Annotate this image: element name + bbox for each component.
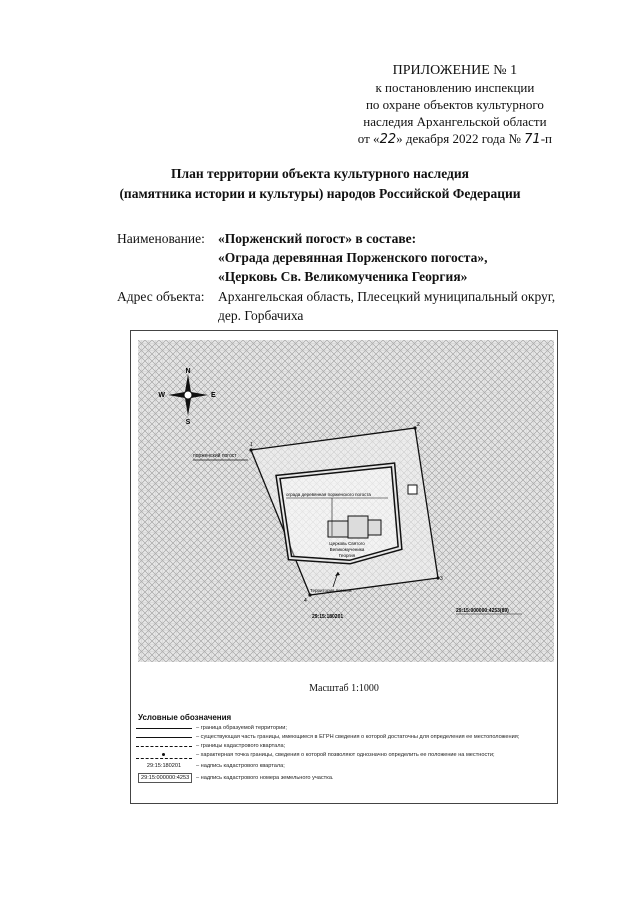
name-line: «Порженский погост» в составе: — [218, 231, 417, 246]
label-pogost: порженский погост — [193, 453, 237, 459]
marker-square — [408, 485, 417, 494]
appendix-line: по охране объектов культурного — [365, 97, 544, 112]
svg-text:Церковь Святого: Церковь Святого — [329, 541, 365, 546]
compass-s: S — [185, 419, 191, 426]
label-fence: ограда деревянная порженского погоста — [286, 492, 371, 497]
handwritten-number: 71 — [524, 132, 541, 147]
address-line: Архангельская область, Плесецкий муниципальный округ, — [218, 289, 556, 304]
point-label: 1 — [250, 442, 253, 448]
label-quarter: 29:15:180201 — [312, 614, 344, 620]
label-gate: Территория погоста — [310, 588, 352, 593]
point-label: 3 — [440, 576, 443, 582]
address-label: Адрес объекта: — [117, 289, 205, 304]
legend-item: 29:15:180201 – надпись кадастрового квартала; — [146, 763, 285, 769]
site-plan-svg — [138, 340, 554, 662]
appendix-date: от «22» декабря 2022 года № 71-п — [357, 131, 552, 147]
appendix-line: к постановлению инспекции — [375, 80, 535, 95]
name-label: Наименование: — [117, 231, 205, 246]
legend-item: – характерная точка границы, сведения о которой позволяют однозначно определить ее положение на местности; — [136, 751, 560, 760]
compass-w: W — [158, 392, 165, 399]
point-label: 4 — [304, 598, 307, 604]
svg-text:Георгия: Георгия — [338, 553, 356, 558]
compass-n: N — [185, 368, 191, 375]
document-title: План территории объекта культурного наследия (памятника истории и культуры) народов Российской Федерации — [119, 166, 521, 201]
legend-title: Условные обозначения — [138, 713, 232, 722]
compass-e: E — [211, 392, 216, 399]
legend — [136, 724, 560, 784]
address-line: дер. Горбачиха — [218, 308, 304, 323]
legend-item: – границы кадастрового квартала; — [136, 742, 560, 751]
legend-item: – существующая часть границы, имеющиеся в ЕГРН сведения о которой достаточны для определения ее местоположения; — [136, 733, 560, 742]
scale-label: Масштаб 1:1000 — [309, 683, 379, 694]
legend-item: 29:15:000000:4253 – надпись кадастрового номера земельного участка. — [136, 772, 560, 784]
point-label: 2 — [417, 422, 420, 428]
site-plan-map — [138, 340, 554, 662]
name-line: «Ограда деревянная Порженского погоста», — [218, 250, 488, 265]
label-parcel: 29:15:000000:4253(89) — [456, 608, 509, 614]
svg-text:Великомученика: Великомученика — [329, 547, 365, 552]
name-line: «Церковь Св. Великомученика Георгия» — [218, 269, 468, 284]
appendix-title: ПРИЛОЖЕНИЕ № 1 — [392, 63, 518, 78]
legend-item: – граница образуемой территории; — [136, 724, 560, 733]
appendix-block — [358, 62, 552, 148]
appendix-line: наследия Архангельской области — [363, 114, 547, 129]
handwritten-day: 22 — [379, 132, 397, 147]
